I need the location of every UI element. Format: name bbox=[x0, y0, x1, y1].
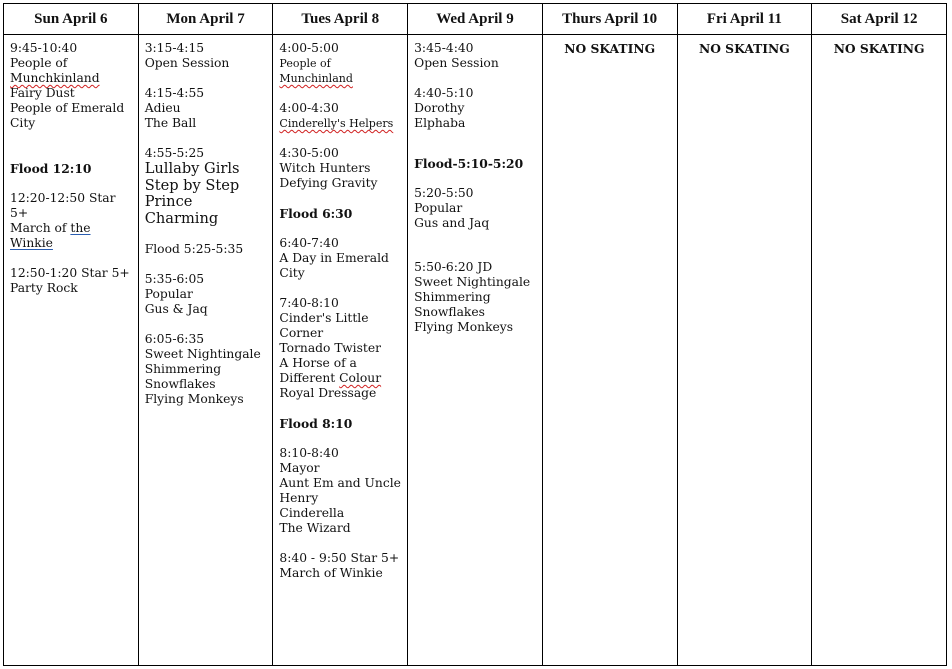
day-header-wed: Wed April 9 bbox=[408, 4, 543, 35]
session-item bbox=[279, 116, 401, 131]
session-block bbox=[10, 41, 132, 131]
session-item: A Day in Emerald bbox=[279, 251, 389, 265]
session-time: 9:45-10:40 bbox=[10, 41, 78, 55]
session-block bbox=[414, 186, 536, 231]
spellcheck-word: Munchkinland bbox=[10, 71, 100, 85]
session-time: 5:35-6:05 bbox=[144, 272, 205, 286]
session-item: Flying Monkeys bbox=[144, 392, 244, 406]
spellcheck-word: Munchinland bbox=[279, 72, 353, 85]
session-time: 8:10-8:40 bbox=[279, 446, 339, 460]
session-item: Cinder's Little bbox=[279, 311, 369, 325]
session-item bbox=[279, 71, 401, 86]
session-item: Popular bbox=[414, 201, 463, 215]
day-cell-sat bbox=[812, 35, 947, 666]
session-block bbox=[10, 191, 132, 251]
session-item: Lullaby Girls bbox=[144, 160, 240, 177]
session-time: 5:50-6:20 JD bbox=[414, 260, 493, 274]
session-item: Snowflakes bbox=[144, 377, 216, 391]
session-block bbox=[279, 101, 401, 131]
underlined-text: the Winkie bbox=[10, 221, 91, 250]
day-cell-thu bbox=[542, 35, 677, 666]
schedule-table bbox=[3, 3, 947, 666]
session-item: People of Emerald bbox=[10, 101, 125, 115]
flood-label: Flood 5:25-5:35 bbox=[144, 242, 244, 256]
day-cell-wed bbox=[408, 35, 543, 666]
session-time: 5:20-5:50 bbox=[414, 186, 474, 200]
session-block bbox=[414, 86, 536, 131]
session-item: Tornado Twister bbox=[279, 341, 381, 355]
session-item: People of bbox=[10, 56, 68, 70]
session-block bbox=[414, 41, 536, 71]
session-item: The Wizard bbox=[279, 521, 351, 535]
session-item: City bbox=[279, 266, 305, 280]
session-item: Corner bbox=[279, 326, 324, 340]
session-block bbox=[279, 446, 401, 536]
session-item: Snowflakes bbox=[414, 305, 485, 319]
session-time: 4:00-5:00 bbox=[279, 41, 339, 55]
session-block bbox=[279, 236, 401, 281]
session-item: Shimmering bbox=[144, 362, 222, 376]
flood-label: Flood 8:10 bbox=[279, 416, 353, 431]
session-block bbox=[279, 296, 401, 401]
session-item: Fairy Dust bbox=[10, 86, 75, 100]
session-item-text: Different bbox=[279, 371, 340, 385]
session-item bbox=[279, 371, 401, 386]
session-item: Gus and Jaq bbox=[414, 216, 490, 230]
session-item: Mayor bbox=[279, 461, 320, 475]
flood-label: Flood-5:10-5:20 bbox=[414, 156, 524, 171]
session-block bbox=[10, 266, 132, 296]
session-block bbox=[279, 41, 401, 86]
no-skating-note: NO SKATING bbox=[698, 41, 790, 56]
session-item: Open Session bbox=[144, 56, 230, 70]
day-header-tue: Tues April 8 bbox=[273, 4, 408, 35]
day-header-mon: Mon April 7 bbox=[138, 4, 273, 35]
session-item bbox=[10, 71, 132, 86]
session-time: 3:45-4:40 bbox=[414, 41, 474, 55]
session-block bbox=[145, 41, 267, 71]
session-block bbox=[145, 86, 267, 131]
session-item: Sweet Nightingale bbox=[414, 275, 531, 289]
session-item: Royal Dressage bbox=[279, 386, 377, 400]
session-time: 4:15-4:55 bbox=[144, 86, 205, 100]
session-item: March of Winkie bbox=[279, 566, 383, 580]
day-header-fri: Fri April 11 bbox=[677, 4, 812, 35]
session-item: Flying Monkeys bbox=[414, 320, 514, 334]
session-item: Gus & Jaq bbox=[144, 302, 208, 316]
day-cell-tue bbox=[273, 35, 408, 666]
session-time: 4:55-5:25 bbox=[144, 146, 205, 160]
session-item: Shimmering bbox=[414, 290, 491, 304]
session-item: City bbox=[10, 116, 36, 130]
session-block bbox=[279, 146, 401, 191]
session-item: Aunt Em and Uncle bbox=[279, 476, 401, 490]
session-time: 12:20-12:50 Star 5+ bbox=[10, 191, 116, 220]
session-time: 4:30-5:00 bbox=[279, 146, 339, 160]
session-item: Adieu bbox=[144, 101, 181, 115]
session-item: Defying Gravity bbox=[279, 176, 378, 190]
day-header-thu: Thurs April 10 bbox=[542, 4, 677, 35]
session-time: 3:15-4:15 bbox=[144, 41, 205, 55]
session-item: Prince Charming bbox=[144, 193, 219, 227]
session-time: 4:40-5:10 bbox=[414, 86, 474, 100]
session-item: Henry bbox=[279, 491, 319, 505]
day-header-sun: Sun April 6 bbox=[4, 4, 139, 35]
session-item: Elphaba bbox=[414, 116, 466, 130]
session-item: Step by Step bbox=[144, 176, 240, 194]
session-time: 12:50-1:20 Star 5+ bbox=[10, 266, 130, 280]
session-item: People of bbox=[279, 57, 331, 70]
spellcheck-word: Cinderelly's Helpers bbox=[279, 117, 394, 130]
session-block bbox=[145, 146, 267, 227]
session-time: 6:40-7:40 bbox=[279, 236, 339, 250]
session-block bbox=[145, 332, 267, 407]
session-time: 8:40 - 9:50 Star 5+ bbox=[279, 551, 400, 565]
session-time: 7:40-8:10 bbox=[279, 296, 339, 310]
flood-label: Flood 12:10 bbox=[10, 161, 92, 176]
session-item: Open Session bbox=[414, 56, 499, 70]
session-item: Dorothy bbox=[414, 101, 465, 115]
session-block bbox=[279, 551, 401, 581]
header-row bbox=[4, 4, 947, 35]
day-header-sat: Sat April 12 bbox=[812, 4, 947, 35]
session-item: The Ball bbox=[144, 116, 197, 130]
session-block bbox=[414, 260, 536, 335]
session-item: Cinderella bbox=[279, 506, 345, 520]
session-item-text: March of bbox=[10, 221, 71, 235]
schedule-row bbox=[4, 35, 947, 666]
day-cell-fri bbox=[677, 35, 812, 666]
no-skating-note: NO SKATING bbox=[564, 41, 656, 56]
session-item: Sweet Nightingale bbox=[144, 347, 261, 361]
no-skating-note: NO SKATING bbox=[833, 41, 925, 56]
session-item: Witch Hunters bbox=[279, 161, 371, 175]
day-cell-mon bbox=[138, 35, 273, 666]
session-item: A Horse of a bbox=[279, 356, 357, 370]
spellcheck-word: Colour bbox=[339, 371, 382, 385]
day-cell-sun bbox=[4, 35, 139, 666]
session-item bbox=[10, 221, 132, 251]
flood-label: Flood 6:30 bbox=[279, 206, 353, 221]
session-time: 4:00-4:30 bbox=[279, 101, 339, 115]
session-time: 6:05-6:35 bbox=[144, 332, 205, 346]
session-item: Popular bbox=[144, 287, 193, 301]
session-block bbox=[145, 272, 267, 317]
session-item: Party Rock bbox=[10, 281, 78, 295]
